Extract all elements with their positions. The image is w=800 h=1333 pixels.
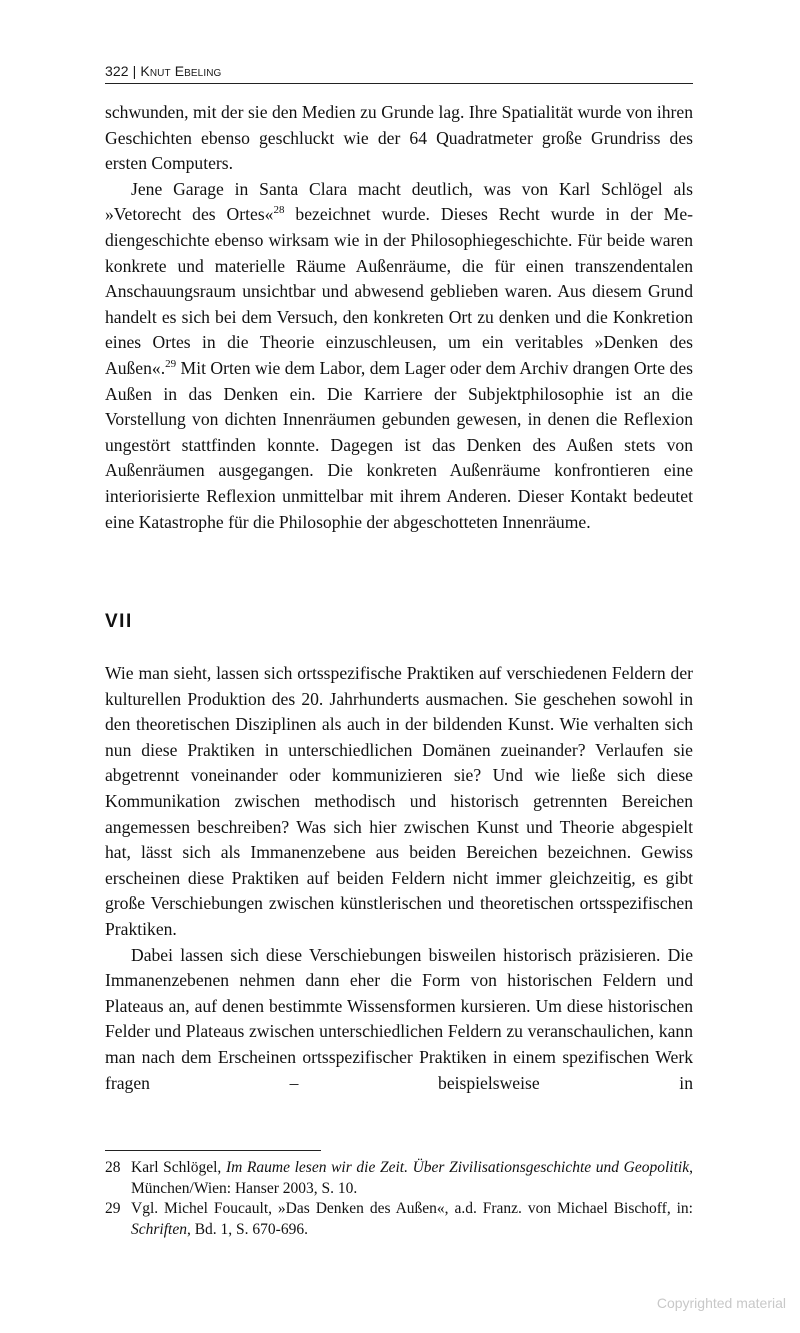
footnote [105,1158,693,1199]
footnote-rule [105,1150,321,1151]
text-run: Wie man sieht, lassen sich ortsspezifische Praktiken auf verschiedenen Feldern der kulturellen Produktion des 20. Jahrhunderts ausmachen. Sie geschehen sowohl in den theoretischen Disziplinen als auch in der bildenden Kunst. Wie verhalten sich nun diese Praktiken in unterschiedlichen Domänen zueinander? Verlaufen sie abgetrennt voneinander oder kommunizieren sie? Und wie ließe sich diese Kommunikation zwischen methodisch und historisch getrennten Bereichen angemessen beschreiben? Was sich hier zwischen Kunst und Theorie abgespielt hat, lässt sich als Immanenzebene aus beiden Bereichen bezeichnen. Gewiss erscheinen diese Praktiken auf beiden Feldern nicht immer gleichzeitig, es gibt große Verschiebungen zwischen künstlerischen und theoretischen ortsspezifischen Praktiken. [105,663,693,939]
text-run: Jene Garage in Santa Clara macht deutlich, was von Karl Schlögel als »Vetorecht des Ortes« [105,178,693,225]
paragraph [105,661,693,943]
paragraph [105,100,693,177]
section-heading: VII [105,611,133,632]
italic-title: Im Raume lesen wir die Zeit. Über Zivilisationsgeschichte und Geopolitik [225,1159,690,1176]
footnote-number: 29 [105,1200,121,1217]
body-text-top [105,100,693,535]
footnote [105,1199,693,1240]
text-run: Vgl. Michel Foucault, »Das Denken des Außen«, a.d. Franz. von Michael Bischoff, in: [131,1200,693,1217]
footnote-reference[interactable]: 29 [165,357,177,370]
text-run: Karl Schlögel, [131,1159,226,1176]
text-run: Dabei lassen sich diese Verschiebungen bisweilen historisch präzisieren. Die Immanenzebenen nehmen dann eher die Form von historischen Feldern und Plateaus an, auf denen bestimmte Wissensformen kursieren. Um diese historischen Felder und Plateaus zwischen unterschiedlichen Feldern zu veranschaulichen, kann man nach dem Erscheinen ortsspezifischer Praktiken in einem spezifischen Werk fragen – beispielsweise in [105,944,693,1093]
text-run: , Bd. 1, S. 670-696. [186,1220,308,1238]
footnote-text [131,1199,693,1240]
running-head [105,63,693,84]
footnote-text [131,1158,693,1199]
footnote-number: 28 [105,1159,121,1176]
footnotes [105,1158,693,1240]
copyright-watermark: Copyrighted material [656,1295,786,1311]
text-run: schwunden, mit der sie den Medien zu Grunde lag. Ihre Spatialität wurde von ihren Geschichten ebenso geschluckt wie der 64 Quadratmeter große Grundriss des ersten Computers. [105,102,693,174]
header-separator: | [132,63,137,79]
paragraph [105,177,693,535]
text-run: bezeichnet wurde. Dieses Recht wurde in der Mediengeschichte ebenso wirksam wie in der Philosophiegeschichte. Für beide waren konkrete und materielle Räume Außenräume, die für einen transzendentalen Anschauungsraum unsichtbar und abwesend geblieben waren. Aus diesem Grund handelt es sich bei dem Versuch, den konkreten Ort zu denken und die Konkretion eines Ortes in die Theorie einzuschleusen, um ein veritables »Denken des Außen«. [105,204,693,378]
italic-title: Schriften [131,1220,187,1238]
text-run: , München/Wien: Hanser 2003, S. 10. [131,1159,693,1197]
page-number: 322 [105,63,129,79]
header-author: Knut Ebeling [140,63,222,79]
paragraph [105,943,693,1097]
text-run: Mit Orten wie dem Labor, dem Lager oder dem Archiv drangen Orte des Außen in das Denken ein. Die Karriere der Subjektphilosophie ist an die Vorstellung von dichten Innenräumen gebunden gewesen, in denen die Reflexion ungestört stattfinden konnte. Dagegen ist das Denken des Außen stets von Außenräumen ausgegangen. Die konkreten Außenräume konfrontieren eine interiorisierte Reflexion unmittelbar mit ihrem Anderen. Dieser Kontakt bedeutet eine Katastrophe für die Philosophie der abgeschotteten Innenräume. [105,357,693,532]
footnote-reference[interactable]: 28 [273,204,285,217]
body-text-bottom [105,661,693,1096]
